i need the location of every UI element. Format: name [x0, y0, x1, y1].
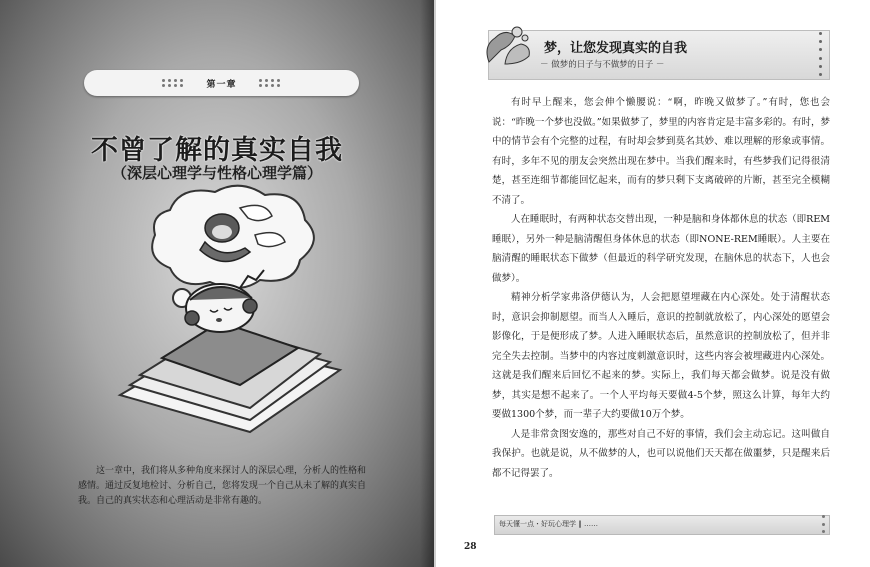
page-number: 28: [464, 542, 477, 552]
chapter-bar: [84, 70, 359, 96]
chapter-subtitle: （深层心理学与性格心理学篇）: [111, 164, 322, 182]
footer-spiral-decoration: [822, 515, 828, 533]
chapter-label: 第一章: [206, 79, 237, 90]
paragraph: 人在睡眠时，有两种状态交替出现，一种是脑和身体都休息的状态（即REM睡眠），另外一种是脑清醒但身体休息的状态（即NONE-REM睡眠）。人主要在脑清醒的睡眠状态下做梦（但最近的科学研究发现，在脑休息的状态下，人也会做梦）。: [492, 214, 830, 284]
section-subtitle: － 做梦的日子与不做梦的日子 －: [540, 60, 665, 70]
section-title: 梦，让您发现真实的自我: [544, 41, 688, 56]
chapter-title: 不曾了解的真实自我: [91, 135, 343, 166]
right-page: [436, 0, 870, 567]
chapter-intro: 这一章中，我们将从多种角度来探讨人的深层心理，分析人的性格和感情。通过反复地检讨、分析自己，您将发现一个自己从未了解的真实自我。自己的真实状态和心理活动是非常有趣的。: [78, 466, 367, 506]
sleeping-character-illustration: [100, 180, 350, 435]
left-page: [0, 0, 434, 567]
leaf-decoration-icon: [481, 24, 533, 72]
paragraph: 人是非常贪图安逸的，那些对自己不好的事情，我们会主动忘记。这叫做自我保护。也就是说，从不做梦的人，也可以说他们天天都在做噩梦，只是醒来后都不记得罢了。: [492, 428, 830, 479]
dots-decoration-right: [259, 79, 281, 87]
header-spiral-decoration: [819, 32, 825, 76]
paragraph: 有时早上醒来，您会伸个懒腰说：“啊，昨晚又做梦了。”有时，您也会说：“昨晚一个梦也没做。”如果做梦了，梦里的内容肯定是丰富多彩的。有时，梦中的情节会有个完整的过程，有时却会梦到莫名其妙、难以理解的形象或事情。有时，多年不见的朋友会突然出现在梦中。当我们醒来时，有些梦我们记得很清楚，甚至连细节都能回忆起来，而有的梦只剩下支离破碎的片断，甚至完全模糊不清了。: [492, 97, 830, 206]
running-footer: 每天懂一点・好玩心理学 ‖ ……: [499, 520, 598, 528]
dots-decoration-left: [162, 79, 184, 87]
paragraph: 精神分析学家弗洛伊德认为，人会把愿望埋藏在内心深处。处于清醒状态时，意识会抑制愿望。而当人入睡后，意识的控制就放松了，内心深处的愿望会影像化，于是便形成了梦。人进入睡眠状态后，虽然意识的控制放松了，但并非完全失去控制。当梦中的内容过度刺激意识时，这些内容会被埋藏进内心深处。这就是我们醒来后回忆不起来的梦。实际上，我们每天都会做梦。说是没有做梦，其实是想不起来了。一个人平均每天要做4-5个梦，照这么计算，每年大约要做1300个梦，而一辈子大约要做10万个梦。: [492, 292, 830, 420]
article-body: [492, 93, 830, 483]
